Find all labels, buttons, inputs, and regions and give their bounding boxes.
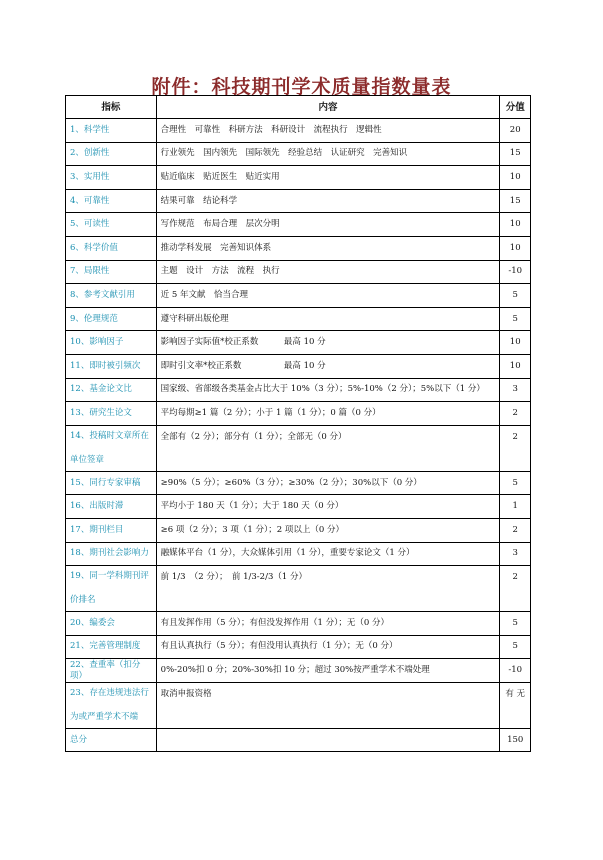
content-cell: 融媒体平台（1 分），大众媒体引用（1 分），重要专家论文（1 分） [156,542,500,566]
indicator-cell [66,471,157,495]
indicator-label: 10、影响因子 [70,337,124,348]
score-cell: -10 [500,659,531,683]
table-row [66,354,531,378]
indicator-cell [66,213,157,237]
indicator-label-line2: 单位签章 [70,454,105,465]
score-cell: 3 [500,378,531,402]
indicator-cell [66,260,157,284]
content-cell: 写作规范 布局合理 层次分明 [156,213,500,237]
content-cell: ≥90%（5 分）；≥60%（3 分）；≥30%（2 分）；30%以下（0 分） [156,471,500,495]
indicator-label: 5、可读性 [70,219,110,230]
header-score: 分值 [500,96,531,119]
score-cell: 20 [500,119,531,143]
score-cell: 10 [500,166,531,190]
table-row [66,612,531,636]
table-row [66,402,531,426]
indicator-label: 23、存在违规违法行 [70,687,149,698]
indicator-label: 15、同行专家审稿 [70,477,141,488]
table-row [66,471,531,495]
indicator-cell [66,612,157,636]
indicator-cell [66,402,157,426]
indicator-label: 22、查重率（扣分项） [70,659,141,681]
table-row [66,425,531,471]
content-cell: 影响因子实际值*校正系数 最高 10 分 [156,331,500,355]
indicator-cell [66,166,157,190]
content-cell: ≥6 项（2 分）；3 项（1 分）；2 项以上（0 分） [156,518,500,542]
page-title: 附件：科技期刊学术质量指数量表 [151,76,452,98]
indicator-cell [66,728,157,752]
score-cell: 5 [500,471,531,495]
indicator-cell [66,495,157,519]
indicator-label: 16、出版时滞 [70,501,124,512]
table-row [66,635,531,659]
quality-index-table [65,95,531,752]
score-cell: 10 [500,213,531,237]
score-cell: 1 [500,495,531,519]
indicator-cell [66,142,157,166]
indicator-label-line2: 价排名 [70,595,96,606]
content-cell: 行业领先 国内领先 国际领先 经验总结 认证研究 完善知识 [156,142,500,166]
indicator-label: 2、创新性 [70,148,110,159]
table-row [66,659,531,683]
indicator-cell [66,425,157,471]
table-row [66,284,531,308]
indicator-label: 1、科学性 [70,124,110,135]
content-cell: 国家级、省部级各类基金占比大于 10%（3 分）；5%-10%（2 分）；5%以下（1 分） [156,378,500,402]
table-row [66,307,531,331]
table-row [66,142,531,166]
indicator-cell [66,307,157,331]
indicator-label: 13、研究生论文 [70,407,132,418]
table-row [66,682,531,728]
indicator-cell [66,378,157,402]
content-cell: 取消申报资格 [156,682,500,728]
score-cell: 150 [500,728,531,752]
indicator-label: 17、期刊栏目 [70,524,124,535]
content-cell: 遵守科研出版伦理 [156,307,500,331]
table-row [66,236,531,260]
table-row [66,495,531,519]
indicator-label: 7、局限性 [70,266,110,277]
table-row [66,518,531,542]
indicator-label-line2: 为或严重学术不端 [70,711,139,722]
score-cell: 有 无 [500,682,531,728]
content-cell: 贴近临床 贴近医生 贴近实用 [156,166,500,190]
indicator-cell [66,682,157,728]
indicator-label: 19、同一学科期刊评 [70,571,149,582]
content-cell: 平均小于 180 天（1 分）；大于 180 天（0 分） [156,495,500,519]
indicator-cell [66,284,157,308]
table-row [66,166,531,190]
score-cell: 15 [500,142,531,166]
indicator-label: 9、伦理规范 [70,313,118,324]
score-cell: 2 [500,566,531,612]
score-cell: 10 [500,236,531,260]
indicator-label: 4、可靠性 [70,195,110,206]
score-cell: 10 [500,331,531,355]
table-row [66,260,531,284]
content-cell: 有且发挥作用（5 分）；有但没发挥作用（1 分）；无（0 分） [156,612,500,636]
table-row [66,542,531,566]
table-row [66,728,531,752]
score-cell: 15 [500,189,531,213]
indicator-label: 11、即时被引频次 [70,360,141,371]
content-cell: 近 5 年文献 恰当合理 [156,284,500,308]
indicator-label: 18、期刊社会影响力 [70,548,149,559]
content-cell: 主题 设计 方法 流程 执行 [156,260,500,284]
content-cell: 全部有（2 分）；部分有（1 分）；全部无（0 分） [156,425,500,471]
indicator-label: 总分 [70,734,88,745]
content-cell: 平均每期≥1 篇（2 分）；小于 1 篇（1 分）；0 篇（0 分） [156,402,500,426]
indicator-cell [66,189,157,213]
indicator-cell [66,566,157,612]
score-cell: 3 [500,542,531,566]
score-cell: 5 [500,284,531,308]
content-cell: 前 1/3 （2 分）； 前 1/3-2/3（1 分） [156,566,500,612]
table-row [66,378,531,402]
table-row [66,213,531,237]
content-cell: 即时引文率*校正系数 最高 10 分 [156,354,500,378]
score-cell: 5 [500,307,531,331]
indicator-cell [66,236,157,260]
header-row [66,96,531,119]
indicator-cell [66,119,157,143]
table-row [66,331,531,355]
content-cell [156,728,500,752]
indicator-cell [66,542,157,566]
score-cell: 5 [500,635,531,659]
indicator-cell [66,331,157,355]
score-cell: 10 [500,354,531,378]
content-cell: 推动学科发展 完善知识体系 [156,236,500,260]
indicator-label: 20、编委会 [70,617,115,628]
indicator-cell [66,518,157,542]
content-cell: 有且认真执行（5 分）；有但没用认真执行（1 分）；无（0 分） [156,635,500,659]
header-indicator: 指标 [66,96,157,119]
content-cell: 结果可靠 结论科学 [156,189,500,213]
score-cell: 2 [500,518,531,542]
score-cell: -10 [500,260,531,284]
indicator-label: 12、基金论文比 [70,384,132,395]
content-cell: 合理性 可靠性 科研方法 科研设计 流程执行 逻辑性 [156,119,500,143]
indicator-label: 14、投稿时文章所在 [70,430,149,441]
indicator-label: 6、科学价值 [70,242,118,253]
table-row [66,566,531,612]
indicator-cell [66,659,157,683]
table-row [66,119,531,143]
score-cell: 2 [500,425,531,471]
indicator-label: 8、参考文献引用 [70,289,135,300]
indicator-label: 21、完善管理制度 [70,641,141,652]
indicator-cell [66,354,157,378]
score-cell: 5 [500,612,531,636]
header-content: 内容 [156,96,500,119]
table-row [66,189,531,213]
indicator-cell [66,635,157,659]
score-cell: 2 [500,402,531,426]
content-cell: 0%-20%扣 0 分；20%-30%扣 10 分；超过 30%按严重学术不端处理 [156,659,500,683]
indicator-label: 3、实用性 [70,171,110,182]
